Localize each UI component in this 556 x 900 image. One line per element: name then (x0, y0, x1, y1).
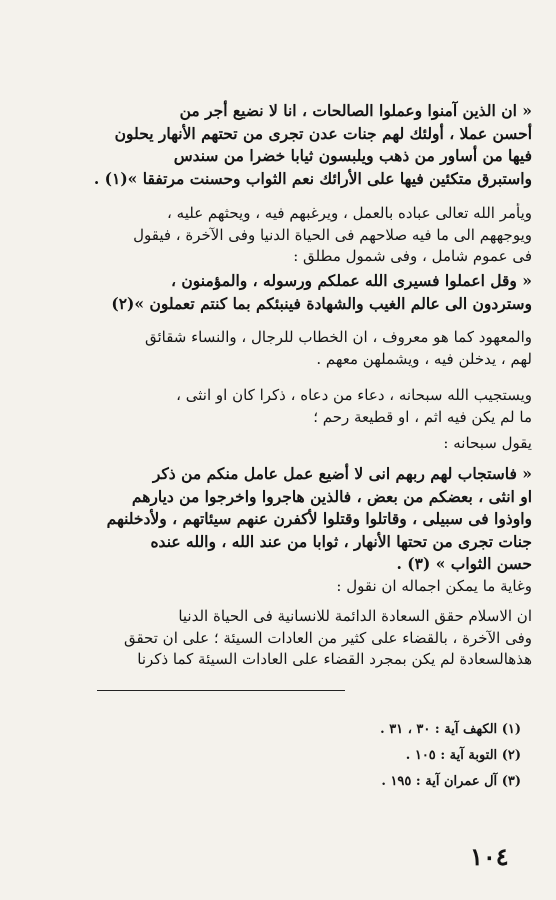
text-line: فى عموم شامل ، وفى شمول مطلق : (293, 247, 532, 266)
quran-verse-tawbah (22, 270, 532, 315)
text-line: يقول سبحانه : (443, 434, 532, 452)
paragraph-he-says (22, 433, 532, 455)
text-line: حسن الثواب » (٣) . (396, 554, 532, 574)
footnote-2: (٢) التوبة آية : ١٠٥ . (405, 748, 521, 763)
text-line: والمعهود كما هو معروف ، ان الخطاب للرجال ، والنساء شقائق (144, 328, 532, 346)
footnote-3: (٣) آل عمران آية : ١٩٥ . (381, 774, 521, 789)
quran-verse-al-imran (22, 463, 532, 576)
text-line: او انثى ، بعضكم من بعض ، فالذين هاجروا واخرجوا من ديارهم (131, 486, 532, 506)
text-line: ويستجيب الله سبحانه ، دعاء من دعاه ، ذكرا كان او انثى ، (176, 386, 532, 404)
text-line: ان الاسلام حقق السعادة الدائمة للانسانية فى الحياة الدنيا (178, 607, 532, 625)
text-line: فيها من أساور من ذهب ويلبسون ثيابا خضرا من سندس (173, 146, 532, 166)
text-line: وستردون الى عالم الغيب والشهادة فينبئكم بما كنتم تعملون »(٢) (111, 293, 532, 313)
text-line: واستبرق متكئين فيها على الأرائك نعم الثواب وحسنت مرتفقا »(١) . (93, 168, 532, 188)
text-line: « ان الذين آمنوا وعملوا الصالحات ، انا لا نضيع أجر من (179, 101, 532, 120)
page-number: ١٠٤ (470, 842, 509, 871)
footnote-divider (97, 690, 345, 691)
quran-verse-kahf (22, 100, 532, 190)
text-line: ما لم يكن فيه اثم ، او قطيعة رحم ؛ (313, 407, 532, 426)
text-line: ويوجههم الى ما فيه صلاحهم فى الحياة الدنيا وفى الآخرة ، فيقول (133, 225, 532, 244)
paragraph-address-to-men (22, 327, 532, 370)
text-line: واوذوا فى سبيلى ، وقاتلوا وقتلوا لأكفرن عنهم سيئاتهم ، ولأدخلنهم (106, 509, 532, 529)
paragraph-command-to-work (22, 203, 532, 268)
text-line: جنات تجرى من تحتها الأنهار ، ثوابا من عند الله ، والله عنده (150, 531, 532, 551)
paragraph-islam-happiness (22, 606, 532, 671)
footnote-1: (١) الكهف آية : ٣٠ ، ٣١ . (380, 722, 521, 737)
text-line: لهم ، يدخلن فيه ، ويشملهن معهم . (316, 349, 532, 368)
text-line: « وقل اعملوا فسيرى الله عملكم ورسوله ، والمؤمنون ، (171, 271, 532, 290)
text-line: ويأمر الله تعالى عباده بالعمل ، ويرغبهم فيه ، ويحثهم عليه ، (167, 204, 532, 222)
text-line: أحسن عملا ، أولئك لهم جنات عدن تجرى من تحتهم الأنهار يحلون (114, 123, 532, 143)
text-line: هذهالسعادة لم يكن بمجرد القضاء على العادات السيئة كما ذكرنا (137, 650, 532, 669)
text-line: « فاستجاب لهم ربهم انى لا أضيع عمل عامل منكم من ذكر (152, 464, 532, 483)
paragraph-answering-prayer (22, 385, 532, 428)
paragraph-summary-intro (22, 576, 532, 598)
text-line: وفى الآخرة ، بالقضاء على كثير من العادات السيئة ؛ على ان تحقق (123, 628, 532, 647)
text-line: وغاية ما يمكن اجماله ان نقول : (336, 577, 532, 595)
